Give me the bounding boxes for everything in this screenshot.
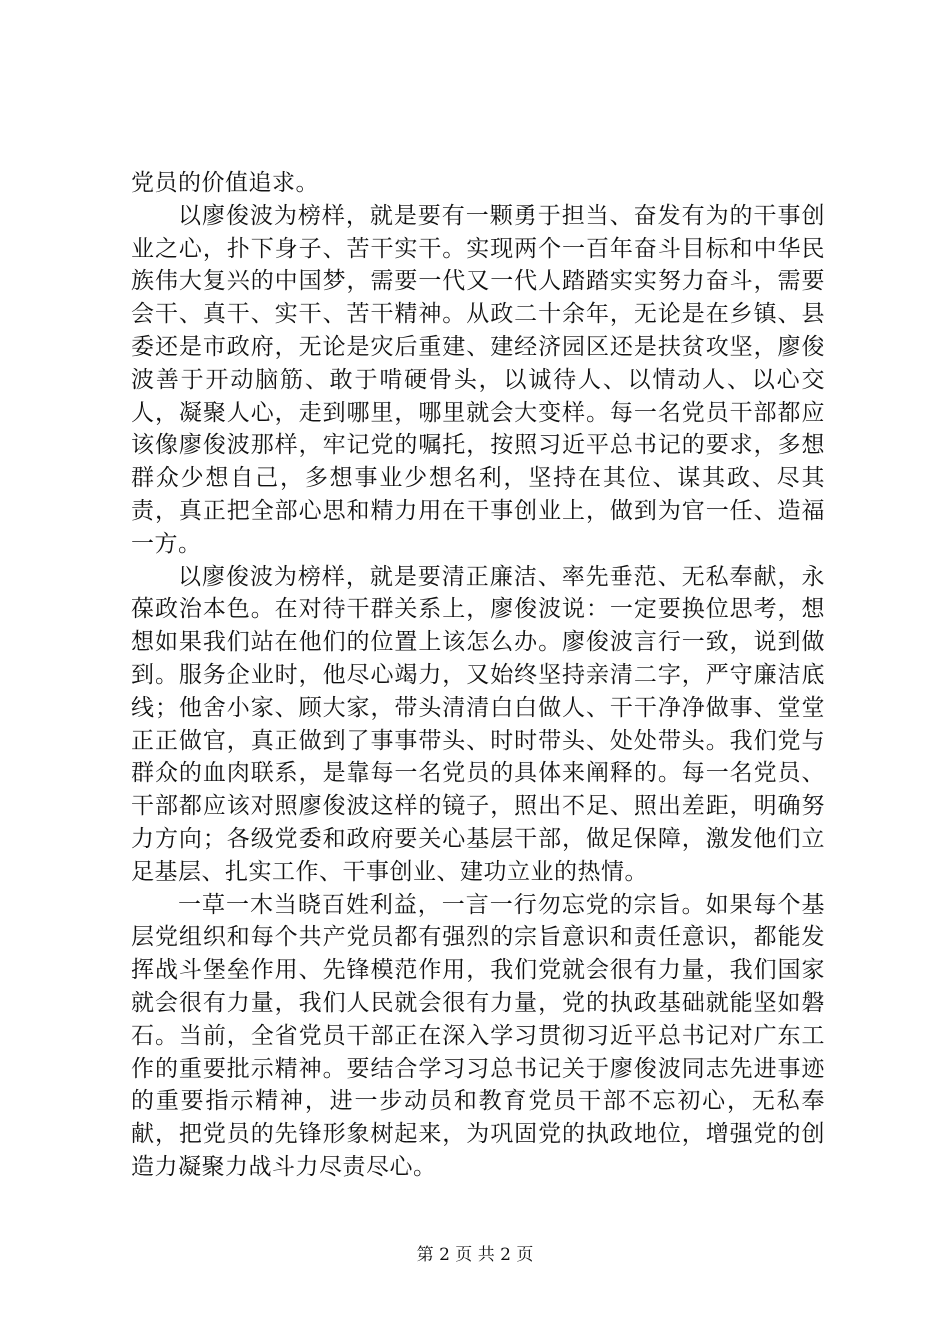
document-body	[131, 167, 825, 1184]
page-number-footer: 第 2 页 共 2 页	[416, 1245, 534, 1265]
paragraph-continuation: 党员的价值追求。	[131, 170, 319, 196]
paragraph-dedication: 以廖俊波为榜样，就是要有一颗勇于担当、奋发有为的干事创业之心，扑下身子、苦干实干。实现两个一百年奋斗目标和中华民族伟大复兴的中国梦，需要一代又一代人踏踏实实努力奋斗，需要会干、真干、实干、苦干精神。从政二十余年，无论是在乡镇、县委还是市政府，无论是灾后重建、建经济园区还是扶贫攻坚，廖俊波善于开动脑筋、敢于啃硬骨头，以诚待人、以情动人、以心交人，凝聚人心，走到哪里，哪里就会大变样。每一名党员干部都应该像廖俊波那样，牢记党的嘱托，按照习近平总书记的要求，多想群众少想自己，多想事业少想名利，坚持在其位、谋其政、尽其责，真正把全部心思和精力用在干事创业上，做到为官一任、造福一方。	[131, 202, 825, 557]
paragraph-conclusion: 一草一木当晓百姓利益，一言一行勿忘党的宗旨。如果每个基层党组织和每个共产党员都有强烈的宗旨意识和责任意识，都能发挥战斗堡垒作用、先锋模范作用，我们党就会很有力量，我们国家就会很有力量，我们人民就会很有力量，党的执政基础就能坚如磐石。当前，全省党员干部正在深入学习贯彻习近平总书记对广东工作的重要批示精神。要结合学习习总书记关于廖俊波同志先进事迹的重要指示精神，进一步动员和教育党员干部不忘初心，无私奉献，把党员的先锋形象树起来，为巩固党的执政地位，增强党的创造力凝聚力战斗力尽责尽心。	[131, 891, 825, 1180]
paragraph-integrity: 以廖俊波为榜样，就是要清正廉洁、率先垂范、无私奉献，永葆政治本色。在对待干群关系上，廖俊波说：一定要换位思考，想想如果我们站在他们的位置上该怎么办。廖俊波言行一致，说到做到。服务企业时，他尽心竭力，又始终坚持亲清二字，严守廉洁底线；他舍小家、顾大家，带头清清白白做人、干干净净做事、堂堂正正做官，真正做到了事事带头、时时带头、处处带头。我们党与群众的血肉联系，是靠每一名党员的具体来阐释的。每一名党员、干部都应该对照廖俊波这样的镜子，照出不足、照出差距，明确努力方向；各级党委和政府要关心基层干部，做足保障，激发他们立足基层、扎实工作、干事创业、建功立业的热情。	[131, 563, 825, 885]
